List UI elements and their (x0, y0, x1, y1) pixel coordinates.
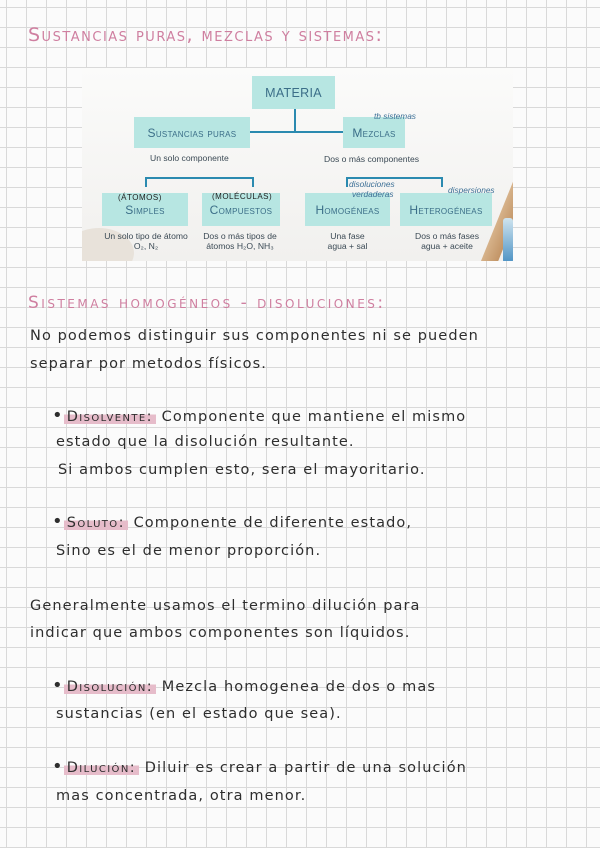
moleculas-note: (MOLÉCULAS) (212, 192, 273, 201)
connector-line (252, 177, 254, 187)
compuestos-desc-line: Dos o más tipos de (203, 231, 277, 241)
intro-line: No podemos distinguir sus componentes ni se pueden (30, 328, 479, 344)
dos-o-mas-componentes-label: Dos o más componentes (324, 154, 420, 164)
disolvente-line: estado que la disolución resultante. (56, 434, 355, 450)
bullet-dot: • (52, 675, 64, 696)
dilucion-line: mas concentrada, otra menor. (56, 788, 307, 804)
compuestos-desc-line: átomos H₂O, NH₃ (206, 241, 274, 251)
intro-line: separar por metodos físicos. (30, 356, 267, 372)
tb-sistemas-note: tb sistemas (374, 111, 416, 121)
simples-desc-line: O₂, N₂ (133, 241, 159, 251)
heterogeneas-box: Heterogéneas (400, 193, 492, 226)
soluto-line: Sino es el de menor proporción. (56, 543, 322, 559)
bullet-dot: • (52, 756, 64, 777)
disoluciones-note: disoluciones (349, 179, 395, 189)
disolvente-line (52, 405, 467, 426)
connector-line (250, 131, 343, 133)
soluto-text: Componente de diferente estado, (133, 515, 413, 531)
homogeneas-desc-line: agua + sal (327, 241, 368, 251)
page-title: Sustancias puras, mezclas y sistemas: (28, 24, 384, 46)
dilucion-text: Diluir es crear a partir de una solución (144, 760, 467, 776)
disolvente-term: Disolvente: (64, 409, 156, 425)
bullet-dot: • (52, 405, 64, 426)
general-line: Generalmente usamos el termino dilución para (30, 598, 421, 614)
soluto-line (52, 511, 413, 532)
simples-box: Simples (102, 193, 188, 226)
disolucion-text: Mezcla homogenea de dos o mas (161, 679, 436, 695)
dispersiones-note: dispersiones (448, 185, 495, 195)
bullet-dot: • (52, 511, 64, 532)
connector-line (145, 177, 253, 179)
heterogeneas-desc-line: Dos o más fases (415, 231, 479, 241)
un-solo-componente-label: Un solo componente (150, 153, 229, 163)
disolvente-text: Componente que mantiene el mismo (161, 409, 467, 425)
atomos-note: (ÁTOMOS) (118, 193, 162, 202)
soluto-term: Soluto: (64, 515, 128, 531)
decorative-test-tube (503, 218, 513, 261)
homogeneas-desc-line: Una fase (330, 231, 365, 241)
heterogeneas-desc-line: agua + aceite (421, 241, 473, 251)
homogeneas-box: Homogéneas (305, 193, 390, 226)
disolucion-term: Disolución: (64, 679, 156, 695)
section-title: Sistemas homogéneos - disoluciones: (28, 293, 386, 313)
compuestos-box: Compuestos (202, 193, 280, 226)
disolucion-line: sustancias (en el estado que sea). (56, 706, 342, 722)
general-line: indicar que ambos componentes son líquidos. (30, 625, 411, 641)
materia-box: MATERIA (252, 76, 335, 109)
sustancias-puras-box: Sustancias puras (134, 117, 250, 148)
homogeneas-desc (310, 231, 385, 251)
disolvente-line: Si ambos cumplen esto, sera el mayoritario. (58, 462, 426, 478)
disolucion-line (52, 675, 436, 696)
dilucion-term: Dilución: (64, 760, 139, 776)
connector-line (441, 177, 443, 187)
heterogeneas-desc (406, 231, 488, 251)
compuestos-desc (196, 231, 284, 251)
materia-diagram (82, 68, 513, 261)
verdaderas-note: verdaderas (352, 189, 394, 199)
connector-line (294, 109, 296, 131)
mezclas-box: Mezclas (343, 117, 405, 148)
simples-desc (100, 231, 192, 251)
simples-desc-line: Un solo tipo de átomo (104, 231, 188, 241)
dilucion-line (52, 756, 467, 777)
